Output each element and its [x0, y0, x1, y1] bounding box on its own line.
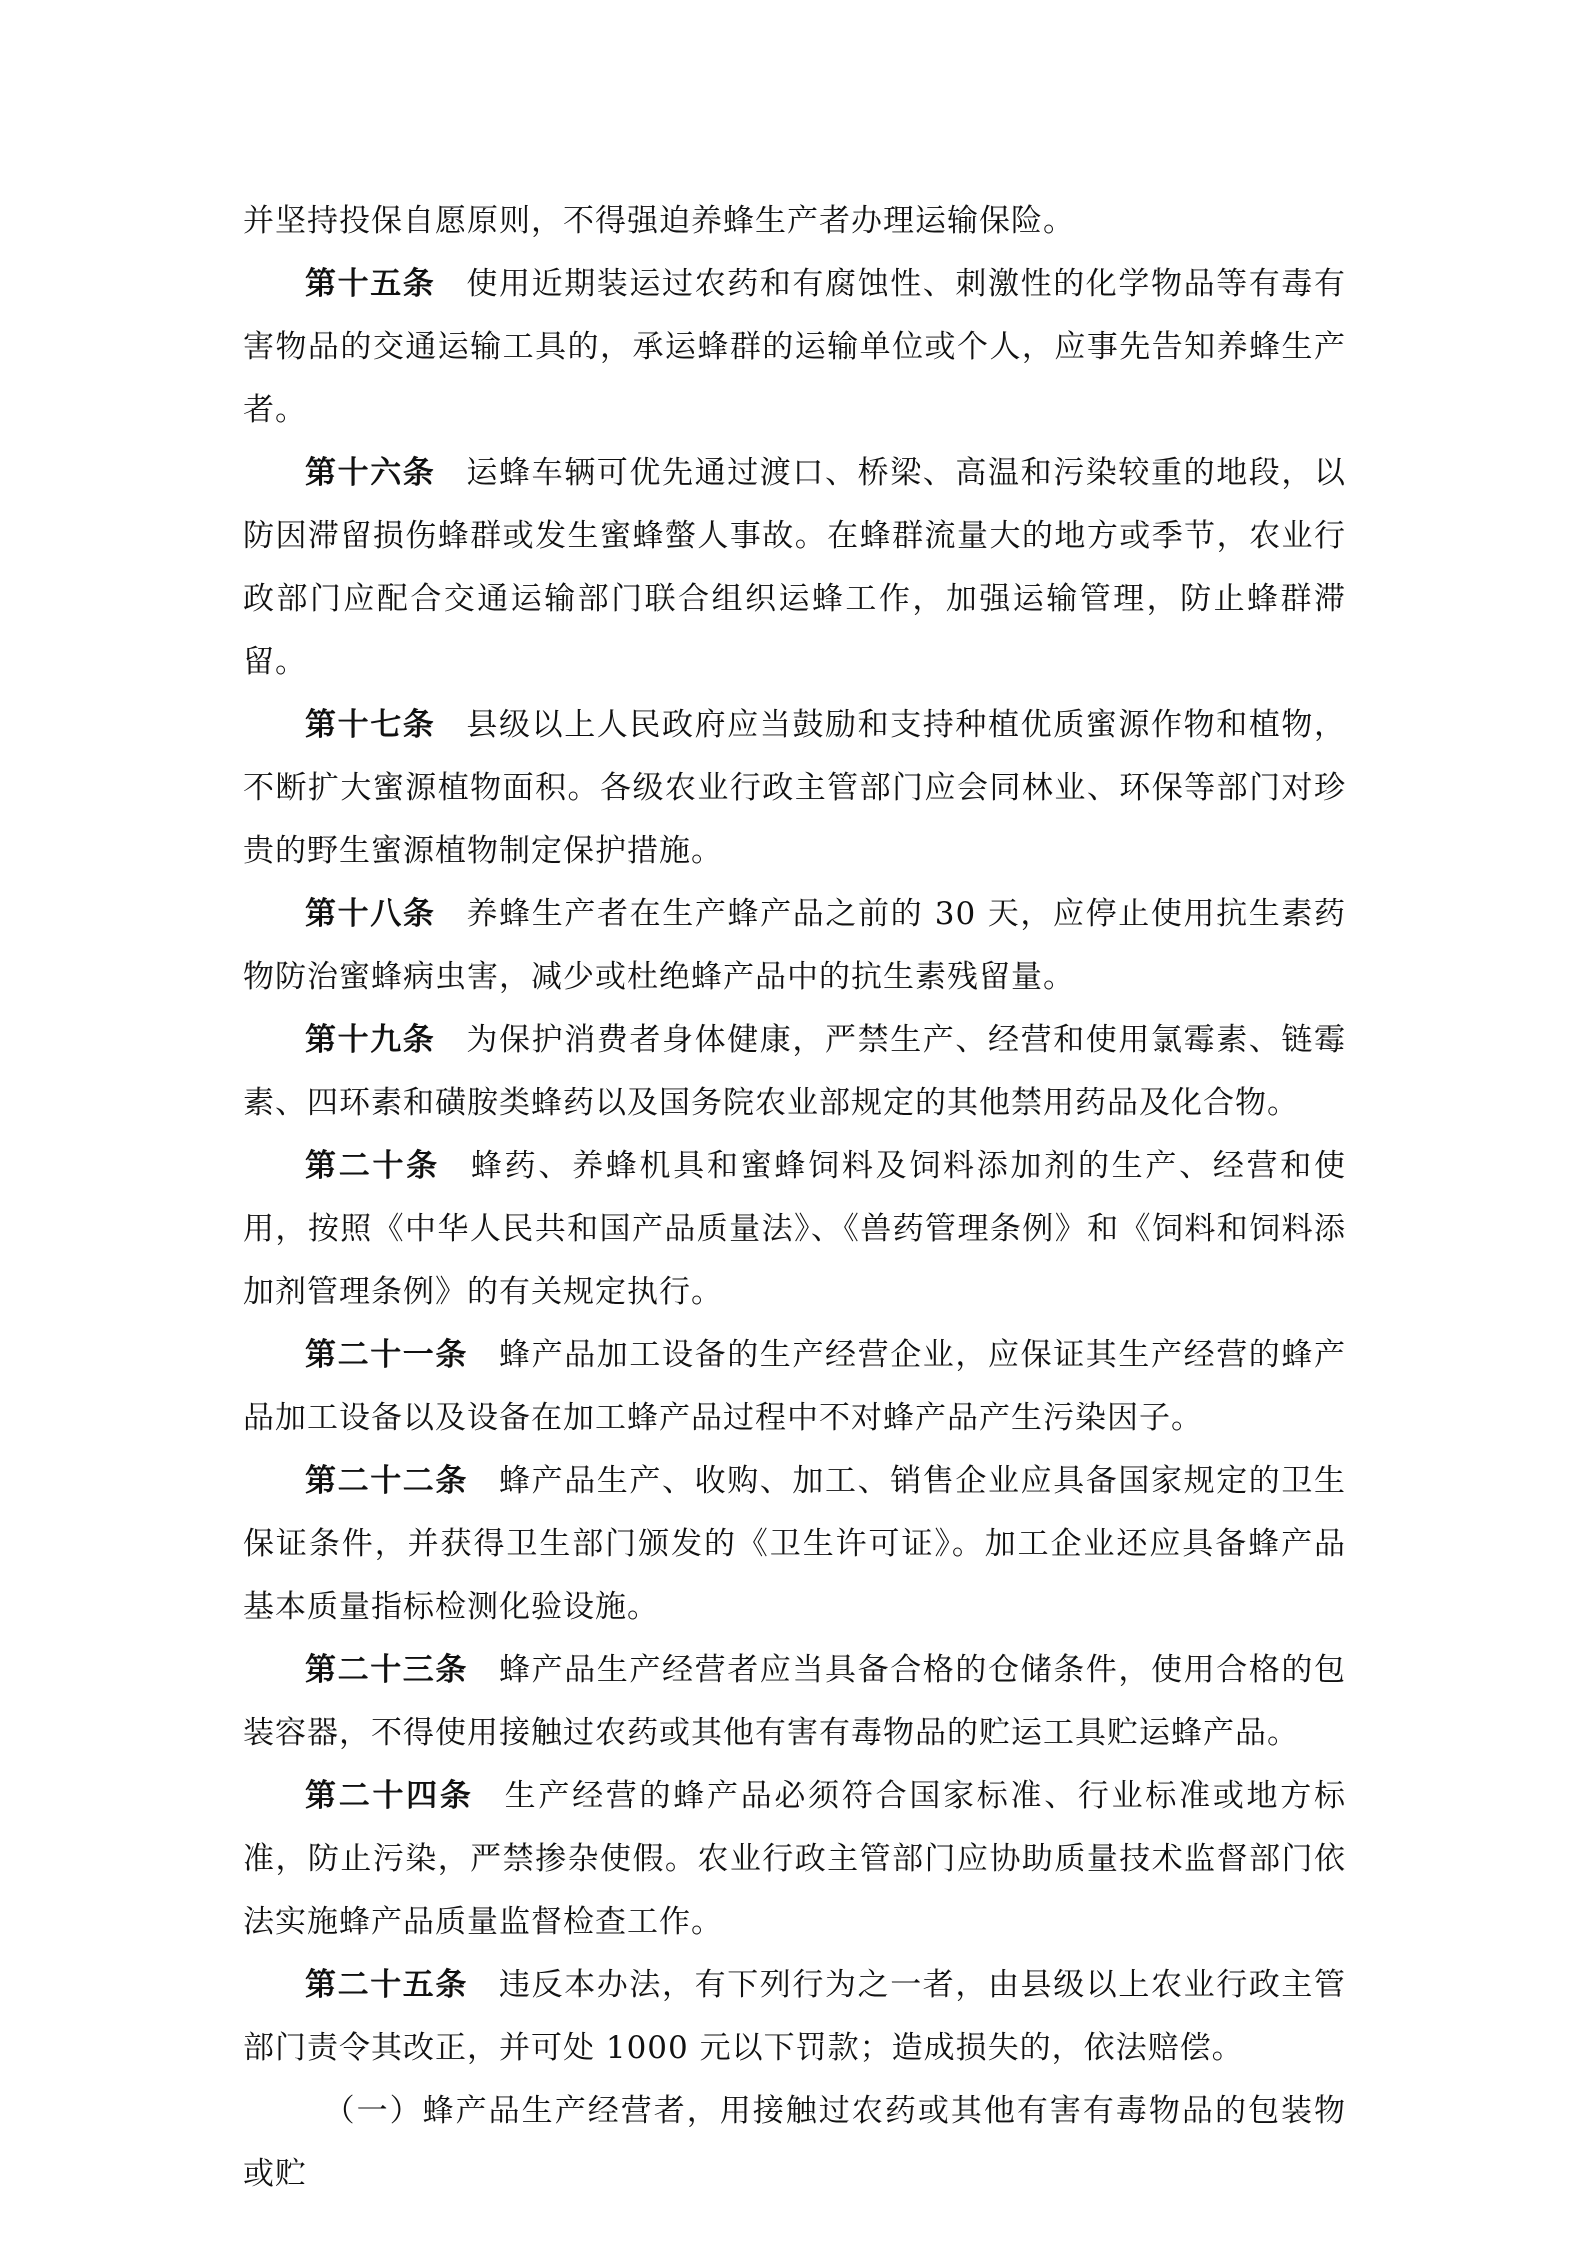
article-text: 养蜂生产者在生产蜂产品之前的 30 天，应停止使用抗生素药物防治蜜蜂病虫害，减少或杜绝蜂产品中的抗生素残留量。: [243, 896, 1346, 995]
article-number: 第二十一条: [305, 1337, 468, 1373]
article-text: 蜂产品生产经营者应当具备合格的仓储条件，使用合格的包装容器，不得使用接触过农药或其他有害有毒物品的贮运工具贮运蜂产品。: [243, 1652, 1346, 1751]
article-text: 县级以上人民政府应当鼓励和支持种植优质蜜源作物和植物，不断扩大蜜源植物面积。各级农业行政主管部门应会同林业、环保等部门对珍贵的野生蜜源植物制定保护措施。: [243, 707, 1347, 869]
paragraph-text: 并坚持投保自愿原则，不得强迫养蜂生产者办理运输保险。: [243, 203, 1075, 239]
article-25: [243, 1954, 1346, 2080]
article-number: 第十九条: [305, 1022, 436, 1058]
article-number: 第十八条: [305, 896, 436, 932]
article-15: [243, 253, 1346, 442]
article-number: 第二十三条: [305, 1652, 468, 1688]
document-page: [243, 190, 1346, 2206]
article-text: 运蜂车辆可优先通过渡口、桥梁、高温和污染较重的地段，以防因滞留损伤蜂群或发生蜜蜂螫人事故。在蜂群流量大的地方或季节，农业行政部门应配合交通运输部门联合组织运蜂工作，加强运输管理，防止蜂群滞留。: [243, 455, 1347, 680]
article-text: 使用近期装运过农药和有腐蚀性、刺激性的化学物品等有毒有害物品的交通运输工具的，承运蜂群的运输单位或个人，应事先告知养蜂生产者。: [243, 266, 1347, 428]
article-number: 第二十条: [305, 1148, 440, 1184]
paragraph-continuation: [243, 190, 1346, 253]
article-25-item-1: [243, 2080, 1346, 2206]
article-number: 第十六条: [305, 455, 436, 491]
article-text: 蜂药、养蜂机具和蜜蜂饲料及饲料添加剂的生产、经营和使用，按照《中华人民共和国产品质量法》、《兽药管理条例》和《饲料和饲料添加剂管理条例》的有关规定执行。: [243, 1148, 1347, 1310]
article-text: 为保护消费者身体健康，严禁生产、经营和使用氯霉素、链霉素、四环素和磺胺类蜂药以及国务院农业部规定的其他禁用药品及化合物。: [243, 1022, 1347, 1121]
article-number: 第十七条: [305, 707, 436, 743]
article-22: [243, 1450, 1346, 1639]
article-21: [243, 1324, 1346, 1450]
article-text: 蜂产品生产、收购、加工、销售企业应具备国家规定的卫生保证条件，并获得卫生部门颁发的《卫生许可证》。加工企业还应具备蜂产品基本质量指标检测化验设施。: [243, 1463, 1346, 1625]
article-number: 第二十五条: [305, 1967, 468, 2003]
article-20: [243, 1135, 1346, 1324]
article-number: 第十五条: [305, 266, 436, 302]
article-16: [243, 442, 1346, 694]
article-23: [243, 1639, 1346, 1765]
article-text: 生产经营的蜂产品必须符合国家标准、行业标准或地方标准，防止污染，严禁掺杂使假。农业行政主管部门应协助质量技术监督部门依法实施蜂产品质量监督检查工作。: [243, 1778, 1347, 1940]
article-text: 蜂产品加工设备的生产经营企业，应保证其生产经营的蜂产品加工设备以及设备在加工蜂产品过程中不对蜂产品产生污染因子。: [243, 1337, 1346, 1436]
item-text: （一）蜂产品生产经营者，用接触过农药或其他有害有毒物品的包装物或贮: [243, 2093, 1346, 2192]
article-24: [243, 1765, 1346, 1954]
article-text: 违反本办法，有下列行为之一者，由县级以上农业行政主管部门责令其改正，并可处 1000 元以下罚款；造成损失的，依法赔偿。: [243, 1967, 1346, 2066]
article-number: 第二十四条: [305, 1778, 474, 1814]
article-number: 第二十二条: [305, 1463, 468, 1499]
article-18: [243, 883, 1346, 1009]
article-19: [243, 1009, 1346, 1135]
article-17: [243, 694, 1346, 883]
